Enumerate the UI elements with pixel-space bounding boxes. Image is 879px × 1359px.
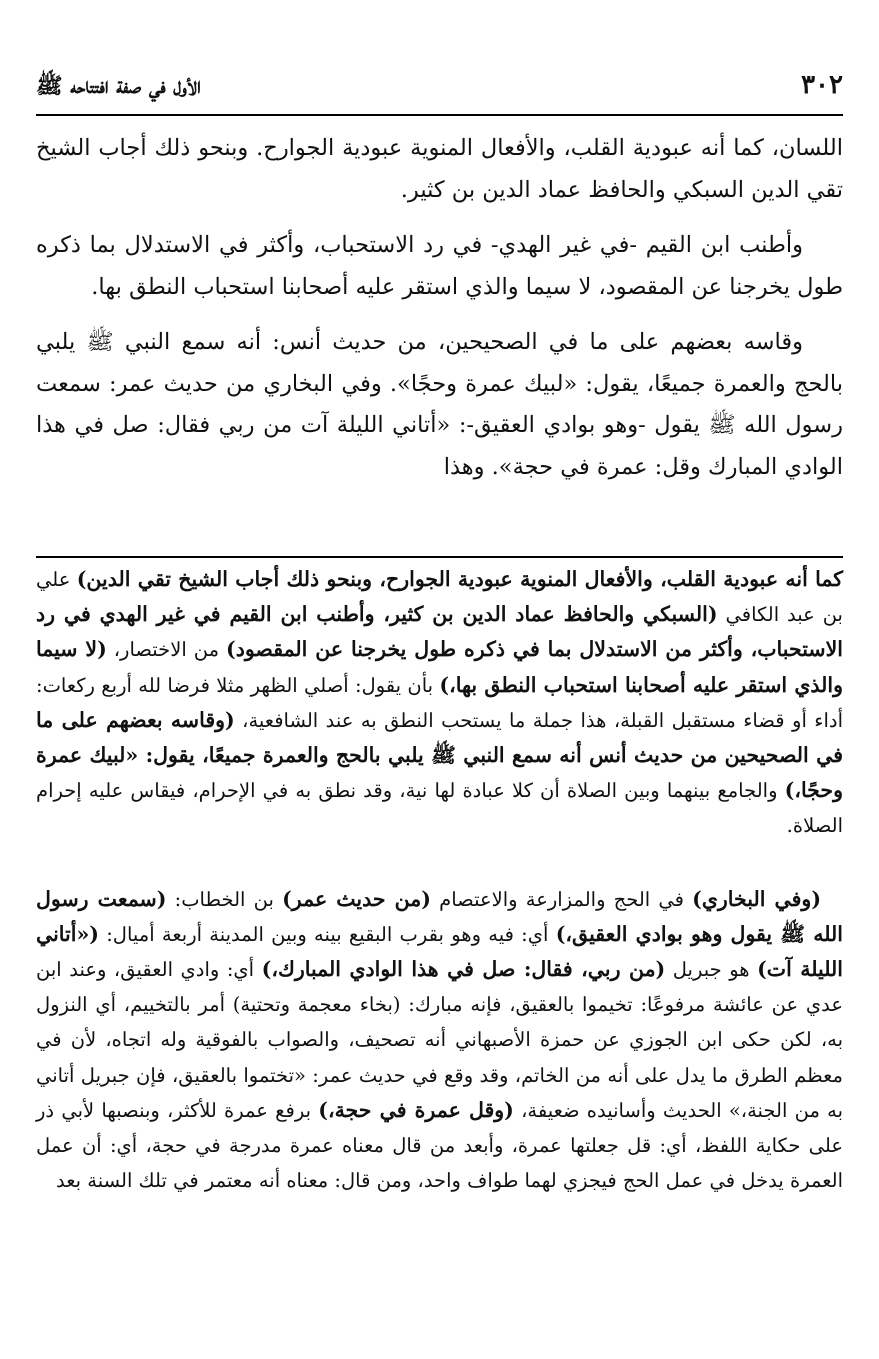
footnote-divider [36,556,843,558]
commentary-paragraph [36,882,843,1199]
quoted-matn-text: (من حديث عمر) [282,886,431,911]
explanation-text: بأن يقول: أصلي الظهر مثلا فرضا لله أربع ركعات: أداء أو قضاء مستقبل القبلة، هذا جملة ما يستحب النطق به عند الشافعية، [36,673,843,732]
quoted-matn-text: (لا سيما والذي استقر عليه أصحابنا استحباب النطق بها،) [36,637,843,697]
quoted-matn-text: (سمعت رسول الله ﷺ يقول وهو بوادي العقيق،) [36,886,843,946]
main-paragraph: وقاسه بعضهم على ما في الصحيحين، من حديث أنس: أنه سمع النبي ﷺ يلبي بالحج والعمرة جميعًا، يقول: «لبيك عمرة وحجًا». وفي البخاري من حديث عمر: سمعت رسول الله ﷺ يقول -وهو بوادي العقيق-: «أتاني الليلة آت من ربي فقال: صل في هذا الوادي المبارك وقل: عمرة في حجة». وهذا [36,329,843,480]
main-paragraph: اللسان، كما أنه عبودية القلب، والأفعال المنوية عبودية الجوارح. وبنحو ذلك أجاب الشيخ تقي الدين السبكي والحافظ عماد الدين بن كثير. [36,135,843,203]
main-text [36,128,843,502]
explanation-text: برفع عمرة للأكثر، وبنصبها لأبي ذر على حكاية اللفظ، أي: قل جعلتها عمرة، وأبعد من قال معناه عمرة مدرجة في حجة، أي: أن عمل العمرة يدخل في عمل الحج فيجزي لهما طواف واحد، ومن قال: معناه أنه معتمر في تلك السنة بعد [36,1098,843,1193]
quoted-matn-text: (وفي البخاري) [692,886,822,911]
explanation-text: أي: وادي العقيق، وعند ابن عدي عن عائشة مرفوعًا: تخيموا بالعقيق، فإنه مبارك: (بخاء معجمة وتحتية) أمر بالتخييم، أي النزول به، لكن حكى ابن الجوزي عن حمزة الأصبهاني أنه تصحيف، والصواب بالفوقية وله اتجاه، لأن في معظم الطرق ما يدل على أنه من الخاتم، وقد وقع في حديث عمر: «تختموا بالعقيق، فإن جبريل أتاني به من الجنة،» الحديث وأسانيده ضعيفة، [36,958,843,1122]
quoted-matn-text: («أتاني الليلة آت) [36,921,843,982]
main-paragraph: وأطنب ابن القيم -في غير الهدي- في رد الاستحباب، وأكثر في الاستدلال بما ذكره طول يخرجنا عن المقصود، لا سيما والذي استقر عليه أصحابنا استحباب النطق بها. [36,232,843,300]
explanation-text: والجامع بينهما وبين الصلاة أن كلا عبادة لها نية، وقد نطق به في الإحرام، فيقاس عليه إحرام الصلاة. [36,779,843,838]
explanation-text: علي بن عبد الكافي [36,568,843,627]
explanation-text: بن الخطاب: [166,887,283,911]
page-number: ٣٠٢ [801,70,843,100]
quoted-matn-text: كما أنه عبودية القلب، والأفعال المنوية عبودية الجوارح، وبنحو ذلك أجاب الشيخ تقي الدين) [76,567,843,591]
explanation-text: هو جبريل [665,958,758,982]
explanation-text: في الحج والمزارعة والاعتصام [430,887,693,911]
explanation-text: من الاختصار، [106,638,227,662]
commentary [36,562,843,1198]
commentary-paragraph [36,562,843,844]
quoted-matn-text: (وقاسه بعضهم على ما في الصحيحين من حديث أنس أنه سمع النبي ﷺ يلبي بالحج والعمرة جميعًا، يقول: «لبيك عمرة وحجًا،) [36,707,843,803]
quoted-matn-text: (السبكي والحافظ عماد الدين بن كثير، وأطنب ابن القيم في غير الهدي في رد الاستحباب، وأكثر من الاستدلال بما في ذكره طول يخرجنا عن المقصود) [36,602,843,662]
quoted-matn-text: (من ربي، فقال: صل في هذا الوادي المبارك،) [261,957,666,982]
page-header [36,62,843,116]
quoted-matn-text: (وقل عمرة في حجة،) [318,1097,514,1122]
explanation-text: أي: فيه وهو بقرب البقيع بينه وبين المدينة أربعة أميال: [98,922,556,946]
running-title: الأول في صفة افتتاحه ﷺ [36,73,201,99]
